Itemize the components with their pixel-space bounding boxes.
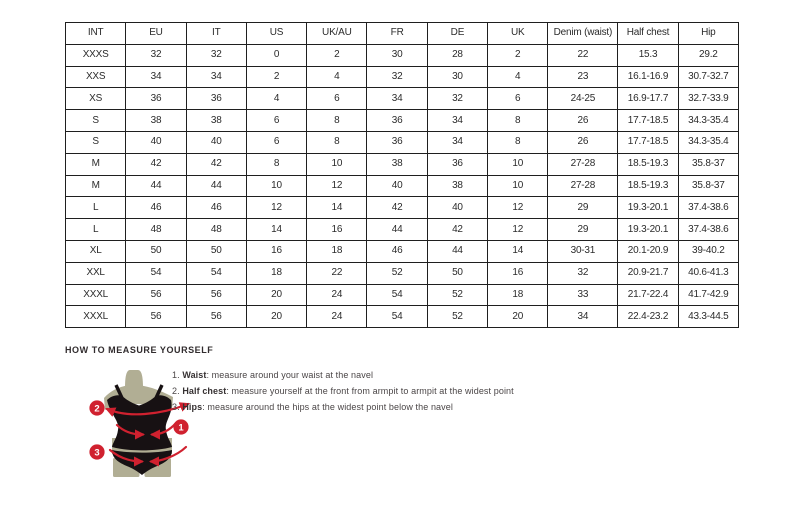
table-cell: 35.8-37 — [678, 175, 738, 197]
table-cell: XXS — [66, 66, 126, 88]
table-cell: 50 — [126, 240, 186, 262]
measure-section — [65, 345, 725, 505]
measure-step-label: Waist — [182, 370, 207, 380]
table-cell: 32.7-33.9 — [678, 88, 738, 110]
table-cell: 52 — [427, 306, 487, 328]
table-cell: 20 — [246, 306, 306, 328]
table-cell: 2 — [307, 44, 367, 66]
table-cell: 40 — [427, 197, 487, 219]
table-cell: 18.5-19.3 — [618, 175, 678, 197]
table-cell: 26 — [548, 131, 618, 153]
table-header-row — [66, 23, 739, 45]
table-cell: 54 — [367, 284, 427, 306]
table-cell: 16.9-17.7 — [618, 88, 678, 110]
table-cell: 29 — [548, 197, 618, 219]
table-cell: 30 — [367, 44, 427, 66]
table-cell: 36 — [186, 88, 246, 110]
table-cell: 46 — [126, 197, 186, 219]
table-header-cell: UK/AU — [307, 23, 367, 45]
table-cell: 21.7-22.4 — [618, 284, 678, 306]
table-row — [66, 66, 739, 88]
table-cell: 44 — [367, 219, 427, 241]
table-cell: 41.7-42.9 — [678, 284, 738, 306]
table-header-cell: INT — [66, 23, 126, 45]
table-cell: 16 — [488, 262, 548, 284]
table-cell: 16.1-16.9 — [618, 66, 678, 88]
table-cell: 19.3-20.1 — [618, 219, 678, 241]
table-cell: 42 — [186, 153, 246, 175]
table-header-cell: Half chest — [618, 23, 678, 45]
table-cell: 30 — [427, 66, 487, 88]
measure-step — [172, 387, 514, 396]
table-cell: 28 — [427, 44, 487, 66]
measure-step-text: : measure yourself at the front from armpit to armpit at the widest point — [226, 385, 514, 396]
table-row — [66, 175, 739, 197]
table-cell: 27-28 — [548, 153, 618, 175]
table-header-cell: DE — [427, 23, 487, 45]
table-cell: 34 — [126, 66, 186, 88]
table-cell: 54 — [186, 262, 246, 284]
table-cell: 18.5-19.3 — [618, 153, 678, 175]
table-cell: 56 — [186, 306, 246, 328]
table-cell: 44 — [126, 175, 186, 197]
table-cell: 4 — [488, 66, 548, 88]
table-row — [66, 131, 739, 153]
table-cell: 34 — [367, 88, 427, 110]
marker-chest — [89, 400, 104, 415]
table-cell: M — [66, 175, 126, 197]
table-header-cell: Hip — [678, 23, 738, 45]
table-cell: 6 — [488, 88, 548, 110]
table-cell: 30-31 — [548, 240, 618, 262]
table-cell: 37.4-38.6 — [678, 197, 738, 219]
table-cell: 34.3-35.4 — [678, 110, 738, 132]
table-cell: 18 — [246, 262, 306, 284]
table-row — [66, 306, 739, 328]
table-header-cell: UK — [488, 23, 548, 45]
table-cell: 44 — [186, 175, 246, 197]
table-cell: 56 — [126, 284, 186, 306]
table-cell: XL — [66, 240, 126, 262]
table-cell: 38 — [367, 153, 427, 175]
table-cell: 46 — [186, 197, 246, 219]
table-cell: 6 — [246, 131, 306, 153]
table-cell: 27-28 — [548, 175, 618, 197]
table-cell: 16 — [307, 219, 367, 241]
table-cell: 10 — [488, 153, 548, 175]
table-cell: 48 — [126, 219, 186, 241]
table-cell: 54 — [367, 306, 427, 328]
table-cell: S — [66, 131, 126, 153]
table-cell: 8 — [307, 131, 367, 153]
table-row — [66, 88, 739, 110]
table-cell: L — [66, 197, 126, 219]
table-cell: 33 — [548, 284, 618, 306]
table-cell: 12 — [488, 197, 548, 219]
table-cell: 46 — [367, 240, 427, 262]
table-cell: 40 — [367, 175, 427, 197]
measure-step-number: 3. — [172, 401, 183, 412]
table-header-cell: FR — [367, 23, 427, 45]
table-cell: 37.4-38.6 — [678, 219, 738, 241]
table-cell: 20.1-20.9 — [618, 240, 678, 262]
table-cell: 14 — [246, 219, 306, 241]
measure-step-label: Hips — [182, 401, 203, 412]
table-header-cell: Denim (waist) — [548, 23, 618, 45]
table-cell: 20 — [488, 306, 548, 328]
table-cell: S — [66, 110, 126, 132]
table-cell: 2 — [246, 66, 306, 88]
table-cell: 48 — [186, 219, 246, 241]
table-cell: 44 — [427, 240, 487, 262]
table-cell: 23 — [548, 66, 618, 88]
marker-waist-number: 1 — [178, 422, 184, 434]
table-cell: 24 — [307, 306, 367, 328]
table-cell: 40 — [186, 131, 246, 153]
table-cell: 34 — [186, 66, 246, 88]
table-cell: 10 — [488, 175, 548, 197]
table-cell: 34 — [427, 110, 487, 132]
table-cell: 52 — [427, 284, 487, 306]
table-cell: 32 — [427, 88, 487, 110]
table-cell: 50 — [186, 240, 246, 262]
measure-step — [172, 403, 514, 412]
table-cell: 36 — [427, 153, 487, 175]
table-header-cell: IT — [186, 23, 246, 45]
table-row — [66, 153, 739, 175]
table-cell: 50 — [427, 262, 487, 284]
table-cell: 12 — [488, 219, 548, 241]
table-cell: 22 — [307, 262, 367, 284]
measure-step-text: : measure around your waist at the navel — [206, 370, 374, 380]
table-cell: 19.3-20.1 — [618, 197, 678, 219]
table-cell: 12 — [246, 197, 306, 219]
table-cell: XXXS — [66, 44, 126, 66]
table-cell: 8 — [488, 110, 548, 132]
measure-steps-list — [172, 371, 514, 418]
table-header-cell: EU — [126, 23, 186, 45]
table-cell: 36 — [126, 88, 186, 110]
table-cell: 20.9-21.7 — [618, 262, 678, 284]
table-cell: XS — [66, 88, 126, 110]
table-cell: 20 — [246, 284, 306, 306]
table-cell: 56 — [126, 306, 186, 328]
measure-step-number: 2. — [172, 385, 183, 396]
table-cell: 6 — [307, 88, 367, 110]
table-cell: 17.7-18.5 — [618, 110, 678, 132]
table-row — [66, 219, 739, 241]
marker-waist — [173, 419, 188, 434]
table-cell: 17.7-18.5 — [618, 131, 678, 153]
table-row — [66, 44, 739, 66]
table-cell: XXXL — [66, 284, 126, 306]
table-cell: 32 — [126, 44, 186, 66]
table-row — [66, 110, 739, 132]
table-cell: 54 — [126, 262, 186, 284]
table-cell: 8 — [246, 153, 306, 175]
table-cell: 29.2 — [678, 44, 738, 66]
table-cell: 26 — [548, 110, 618, 132]
table-row — [66, 284, 739, 306]
table-cell: L — [66, 219, 126, 241]
measure-step — [172, 371, 514, 380]
table-cell: 29 — [548, 219, 618, 241]
table-cell: 43.3-44.5 — [678, 306, 738, 328]
table-cell: 34 — [548, 306, 618, 328]
marker-chest-number: 2 — [94, 403, 100, 415]
table-cell: 38 — [427, 175, 487, 197]
table-cell: 6 — [246, 110, 306, 132]
table-cell: 38 — [126, 110, 186, 132]
table-cell: 24 — [307, 284, 367, 306]
table-cell: 18 — [307, 240, 367, 262]
table-cell: 42 — [367, 197, 427, 219]
table-cell: 32 — [186, 44, 246, 66]
table-cell: 35.8-37 — [678, 153, 738, 175]
measure-heading: HOW TO MEASURE YOURSELF — [65, 345, 214, 355]
table-cell: 32 — [367, 66, 427, 88]
table-cell: M — [66, 153, 126, 175]
table-cell: 30.7-32.7 — [678, 66, 738, 88]
table-cell: 34 — [427, 131, 487, 153]
table-cell: 16 — [246, 240, 306, 262]
table-cell: 8 — [488, 131, 548, 153]
table-cell: 24-25 — [548, 88, 618, 110]
measure-step-number: 1. — [172, 370, 183, 380]
table-row — [66, 262, 739, 284]
table-cell: 14 — [488, 240, 548, 262]
table-cell: 56 — [186, 284, 246, 306]
table-cell: 10 — [307, 153, 367, 175]
table-cell: 42 — [126, 153, 186, 175]
table-cell: 18 — [488, 284, 548, 306]
table-row — [66, 240, 739, 262]
table-header-cell: US — [246, 23, 306, 45]
marker-hips — [89, 444, 104, 459]
table-row — [66, 197, 739, 219]
table-cell: 2 — [488, 44, 548, 66]
table-cell: 14 — [307, 197, 367, 219]
table-cell: 15.3 — [618, 44, 678, 66]
table-cell: 42 — [427, 219, 487, 241]
table-cell: 4 — [246, 88, 306, 110]
table-cell: 12 — [307, 175, 367, 197]
size-chart-table — [65, 22, 739, 328]
table-cell: 38 — [186, 110, 246, 132]
table-cell: 40 — [126, 131, 186, 153]
table-cell: 34.3-35.4 — [678, 131, 738, 153]
table-cell: 4 — [307, 66, 367, 88]
table-cell: 32 — [548, 262, 618, 284]
measure-step-label: Half chest — [182, 385, 227, 396]
table-cell: 39-40.2 — [678, 240, 738, 262]
table-cell: XXL — [66, 262, 126, 284]
table-cell: 10 — [246, 175, 306, 197]
table-cell: 22.4-23.2 — [618, 306, 678, 328]
table-cell: 0 — [246, 44, 306, 66]
marker-hips-number: 3 — [94, 447, 100, 459]
table-cell: 36 — [367, 110, 427, 132]
table-cell: 52 — [367, 262, 427, 284]
table-cell: 36 — [367, 131, 427, 153]
table-cell: XXXL — [66, 306, 126, 328]
table-cell: 40.6-41.3 — [678, 262, 738, 284]
measure-step-text: : measure around the hips at the widest point below the navel — [202, 401, 453, 412]
table-cell: 22 — [548, 44, 618, 66]
table-cell: 8 — [307, 110, 367, 132]
